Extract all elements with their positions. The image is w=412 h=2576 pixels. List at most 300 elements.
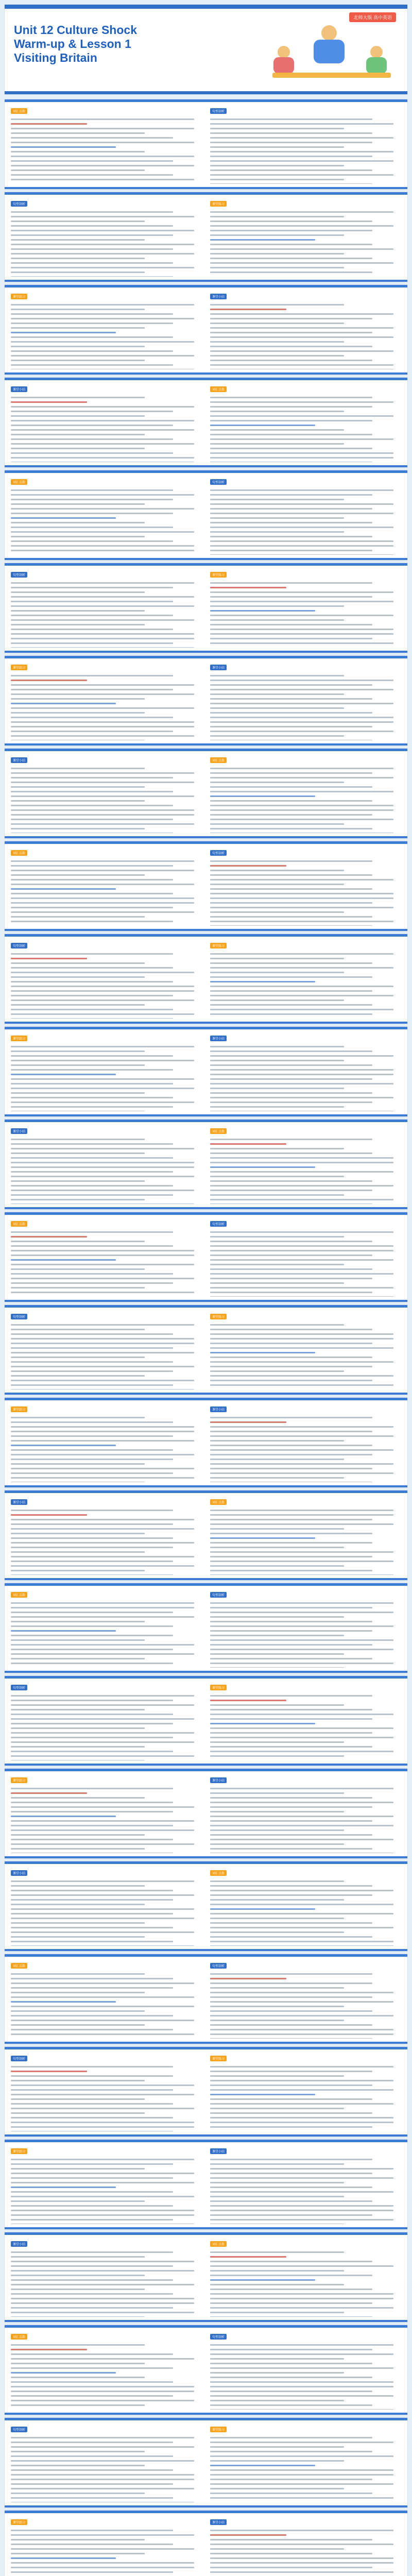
text-line xyxy=(210,921,393,922)
text-line xyxy=(11,1880,194,1882)
text-line xyxy=(11,253,194,255)
text-line xyxy=(11,434,145,435)
classroom-illustration xyxy=(272,25,396,82)
text-line xyxy=(11,2479,194,2480)
text-line xyxy=(11,1287,145,1289)
text-line xyxy=(210,425,315,426)
text-line xyxy=(210,2302,372,2304)
text-line xyxy=(210,1088,344,1089)
text-line xyxy=(210,2534,286,2536)
text-line xyxy=(210,1375,393,1377)
text-line xyxy=(210,170,372,171)
cover-slide xyxy=(5,5,407,94)
text-line xyxy=(11,132,145,134)
text-line xyxy=(11,2010,145,2012)
text-line xyxy=(210,1477,344,1479)
text-line xyxy=(210,1880,344,1882)
text-line xyxy=(210,893,393,894)
left-column xyxy=(11,1033,202,1111)
left-column xyxy=(11,1960,202,2039)
text-line xyxy=(210,2293,393,2295)
text-line xyxy=(11,415,145,417)
text-line xyxy=(210,318,372,319)
slide-bottom-band xyxy=(5,1949,407,1951)
text-line xyxy=(210,2488,344,2489)
text-line xyxy=(210,1245,393,1247)
text-line xyxy=(210,1625,393,1627)
text-line xyxy=(11,1709,145,1710)
text-line xyxy=(210,2075,344,2077)
text-line xyxy=(210,244,372,245)
text-line xyxy=(11,1292,194,1293)
text-line xyxy=(11,1551,145,1553)
text-line xyxy=(210,2312,344,2313)
text-line xyxy=(210,2469,393,2471)
text-line xyxy=(11,2293,173,2295)
text-line xyxy=(11,2400,194,2401)
text-line xyxy=(11,2094,194,2095)
text-line xyxy=(210,916,372,918)
text-line xyxy=(11,995,173,996)
text-line xyxy=(11,262,173,264)
text-line xyxy=(11,893,173,894)
text-line xyxy=(210,1709,372,1710)
slide-bottom-band xyxy=(5,1578,407,1580)
section-badge: 句型剖析 xyxy=(210,1592,227,1598)
text-line xyxy=(11,1231,173,1233)
right-column xyxy=(210,1589,401,1668)
text-line xyxy=(210,415,393,417)
left-column xyxy=(11,1497,202,1575)
text-line xyxy=(210,1723,315,1724)
text-line xyxy=(210,1347,393,1349)
left-column xyxy=(11,477,202,555)
text-line xyxy=(11,2372,116,2374)
text-line xyxy=(210,2122,393,2123)
text-line xyxy=(11,1055,173,1057)
text-line xyxy=(210,258,372,259)
text-line xyxy=(11,777,173,778)
text-line xyxy=(210,225,393,227)
right-column xyxy=(210,2146,401,2224)
text-line xyxy=(210,703,393,704)
text-line xyxy=(11,2196,194,2197)
text-line xyxy=(210,221,372,222)
slide-bottom-band xyxy=(5,1764,407,1766)
section-badge: 课堂练习 xyxy=(210,572,227,578)
slide-top-band xyxy=(5,1769,407,1771)
text-line xyxy=(11,1060,194,1061)
text-line xyxy=(11,1180,145,1182)
text-line xyxy=(210,772,372,774)
text-line xyxy=(11,1630,116,1632)
text-line xyxy=(11,2168,145,2170)
title-line-2: Warm-up & Lesson 1 xyxy=(14,37,131,50)
text-line xyxy=(210,1982,372,1984)
text-line xyxy=(11,2265,173,2267)
text-line xyxy=(210,1663,393,1664)
text-line xyxy=(11,156,194,157)
text-line xyxy=(210,675,344,676)
text-line xyxy=(210,610,315,612)
text-line xyxy=(210,1357,372,1358)
text-line xyxy=(11,1255,194,1256)
text-line xyxy=(11,2270,194,2272)
left-column xyxy=(11,2146,202,2224)
text-line xyxy=(210,2442,393,2443)
text-line xyxy=(210,1352,315,1353)
text-line xyxy=(210,179,344,180)
slide-top-band xyxy=(5,1676,407,1679)
text-line xyxy=(11,1996,194,1998)
text-line xyxy=(210,1639,393,1641)
text-line xyxy=(11,2455,173,2457)
slide-top-band xyxy=(5,1027,407,1029)
text-line xyxy=(210,2001,393,2003)
text-line xyxy=(11,1848,145,1850)
text-line xyxy=(210,156,372,157)
cover-top-band xyxy=(5,5,407,9)
text-line xyxy=(210,2344,393,2346)
slide-bottom-band xyxy=(5,2320,407,2322)
right-column xyxy=(210,106,401,184)
text-line xyxy=(11,2571,173,2573)
text-line xyxy=(11,601,173,602)
content-slide xyxy=(5,1212,407,1302)
text-line xyxy=(210,995,393,996)
text-line xyxy=(11,1607,194,1608)
text-line xyxy=(11,1746,145,1748)
text-line xyxy=(210,972,344,973)
text-line xyxy=(11,1143,173,1145)
text-line xyxy=(210,2020,344,2021)
text-line xyxy=(210,2363,372,2364)
content-slide xyxy=(5,2418,407,2507)
text-line xyxy=(210,698,372,700)
text-line xyxy=(11,1829,194,1831)
text-line xyxy=(210,309,286,310)
text-line xyxy=(11,967,173,969)
right-column xyxy=(210,2331,401,2410)
text-line xyxy=(11,128,194,129)
text-line xyxy=(11,823,194,825)
text-line xyxy=(210,1811,344,1812)
text-line xyxy=(11,2275,145,2276)
text-line xyxy=(11,675,173,676)
text-line xyxy=(11,605,194,607)
text-line xyxy=(210,350,393,352)
text-line xyxy=(11,2159,194,2160)
text-line xyxy=(210,888,372,890)
text-line xyxy=(210,689,393,690)
text-line xyxy=(210,411,344,412)
text-line xyxy=(210,2289,372,2290)
section-badge: 课堂小结 xyxy=(11,1870,27,1876)
text-line xyxy=(11,1973,145,1975)
text-line xyxy=(210,1370,344,1372)
text-line xyxy=(210,313,393,315)
text-line xyxy=(210,1695,372,1697)
text-line xyxy=(210,1004,372,1006)
text-line xyxy=(11,2404,145,2406)
text-line xyxy=(11,1556,194,1557)
text-line xyxy=(11,610,145,612)
text-line xyxy=(210,2191,393,2193)
section-badge: 课堂小结 xyxy=(210,1406,227,1412)
text-line xyxy=(11,230,194,231)
text-line xyxy=(11,248,173,250)
text-line xyxy=(11,1811,173,1812)
text-line xyxy=(11,1890,173,1891)
text-line xyxy=(11,2488,194,2489)
text-line xyxy=(210,1936,372,1938)
text-line xyxy=(11,272,145,273)
text-line xyxy=(11,703,116,704)
text-line xyxy=(11,2251,173,2253)
text-line xyxy=(11,865,173,867)
left-column xyxy=(11,1218,202,1297)
text-line xyxy=(210,726,372,727)
text-line xyxy=(11,452,173,454)
text-line xyxy=(210,1649,393,1650)
text-line xyxy=(11,1018,173,1019)
text-line xyxy=(11,2024,145,2026)
text-line xyxy=(11,1547,173,1548)
text-line xyxy=(11,990,194,992)
text-line xyxy=(11,1157,173,1159)
text-line xyxy=(11,731,173,732)
text-line xyxy=(210,517,344,519)
text-line xyxy=(11,1185,173,1187)
text-line xyxy=(210,1255,372,1256)
text-line xyxy=(210,397,372,398)
slide-top-band xyxy=(5,2232,407,2235)
text-line xyxy=(11,2437,194,2438)
text-line xyxy=(11,332,116,333)
text-line xyxy=(11,2015,173,2016)
slide-top-band xyxy=(5,1398,407,1400)
text-line xyxy=(11,142,194,143)
text-line xyxy=(11,1751,173,1752)
text-line xyxy=(11,1148,194,1149)
text-line xyxy=(11,1927,173,1928)
text-line xyxy=(210,1574,393,1575)
content-slide xyxy=(5,934,407,1024)
content-slide xyxy=(5,841,407,931)
text-line xyxy=(210,1890,393,1891)
text-line xyxy=(210,2553,372,2554)
text-line xyxy=(11,174,173,176)
content-slide xyxy=(5,1027,407,1116)
text-line xyxy=(210,1510,393,1511)
text-line xyxy=(11,165,194,166)
text-line xyxy=(11,884,194,885)
text-line xyxy=(210,253,344,255)
text-line xyxy=(210,1060,344,1061)
slide-top-band xyxy=(5,2140,407,2142)
text-line xyxy=(210,962,372,964)
text-line xyxy=(11,2298,194,2299)
text-line xyxy=(11,1069,173,1071)
section-badge: 课堂练习 xyxy=(11,665,27,670)
slide-top-band xyxy=(5,1305,407,1308)
text-line xyxy=(11,897,194,899)
text-line xyxy=(210,1635,344,1636)
text-line xyxy=(11,1333,173,1335)
text-line xyxy=(11,137,173,139)
text-line xyxy=(11,1050,145,1052)
text-line xyxy=(210,2349,372,2350)
left-column xyxy=(11,2053,202,2131)
text-line xyxy=(210,2400,344,2401)
text-line xyxy=(11,953,173,955)
text-line xyxy=(210,346,372,347)
text-line xyxy=(11,244,194,245)
section-badge: 课堂小结 xyxy=(210,1036,227,1041)
text-line xyxy=(210,2256,286,2258)
text-line xyxy=(11,1816,116,1817)
text-line xyxy=(210,615,393,616)
text-line xyxy=(210,2451,372,2452)
text-line xyxy=(210,1523,393,1525)
text-line xyxy=(210,1802,393,1803)
left-column xyxy=(11,848,202,926)
text-line xyxy=(210,341,344,343)
section-badge: 课堂练习 xyxy=(210,2056,227,2061)
text-line xyxy=(210,619,344,621)
text-line xyxy=(11,805,173,806)
text-line xyxy=(11,707,194,709)
text-line xyxy=(210,513,393,514)
right-column xyxy=(210,291,401,369)
text-line xyxy=(11,972,194,973)
text-line xyxy=(11,1825,173,1826)
slide-top-band xyxy=(5,563,407,566)
text-line xyxy=(210,429,344,431)
slide-top-band xyxy=(5,1583,407,1586)
content-slide xyxy=(5,1490,407,1580)
text-line xyxy=(11,1426,194,1428)
text-line xyxy=(210,1816,393,1817)
text-line xyxy=(210,503,393,505)
section-badge: 词汇点拨 xyxy=(11,1592,27,1598)
text-line xyxy=(210,986,393,987)
text-line xyxy=(210,2103,393,2105)
text-line xyxy=(11,503,145,505)
text-line xyxy=(210,2353,393,2355)
text-line xyxy=(11,1477,194,1479)
text-line xyxy=(11,1278,194,1279)
text-line xyxy=(210,1083,393,1084)
text-line xyxy=(210,1746,372,1748)
text-line xyxy=(210,2395,393,2397)
text-line xyxy=(11,786,145,788)
text-line xyxy=(11,1352,194,1353)
text-line xyxy=(11,1514,87,1516)
text-line xyxy=(210,1157,393,1159)
text-line xyxy=(210,332,372,333)
text-line xyxy=(11,1171,173,1173)
text-line xyxy=(11,1009,173,1010)
left-column xyxy=(11,755,202,833)
text-line xyxy=(210,128,344,129)
section-badge: 课堂练习 xyxy=(210,2427,227,2432)
text-line xyxy=(210,2497,393,2499)
text-line xyxy=(11,2261,194,2262)
text-line xyxy=(11,2182,194,2183)
text-line xyxy=(11,795,194,797)
text-line xyxy=(210,2265,393,2267)
text-line xyxy=(210,2024,372,2026)
text-line xyxy=(210,1329,372,1330)
slide-top-band xyxy=(5,2047,407,2049)
text-line xyxy=(11,1658,145,1659)
left-column xyxy=(11,1775,202,1853)
text-line xyxy=(210,1519,372,1520)
text-line xyxy=(210,2084,372,2086)
text-line xyxy=(210,522,372,523)
text-line xyxy=(210,731,393,732)
right-column xyxy=(210,1682,401,1760)
text-line xyxy=(11,2367,173,2369)
text-line xyxy=(11,1264,194,1265)
text-line xyxy=(210,693,344,695)
section-badge: 课堂小结 xyxy=(210,2148,227,2154)
left-column xyxy=(11,106,202,184)
text-line xyxy=(210,981,315,982)
text-line xyxy=(210,1533,372,1534)
text-line xyxy=(11,540,173,542)
text-line xyxy=(210,1834,372,1836)
text-line xyxy=(11,2163,173,2165)
text-line xyxy=(210,2557,393,2559)
section-badge: 句型剖析 xyxy=(210,1221,227,1227)
section-badge: 课堂练习 xyxy=(11,2148,27,2154)
text-line xyxy=(11,1194,173,1196)
text-line xyxy=(11,1843,194,1845)
text-line xyxy=(11,726,194,727)
left-column xyxy=(11,2331,202,2410)
text-line xyxy=(11,1343,194,1344)
text-line xyxy=(11,118,194,120)
section-badge: 词汇点拨 xyxy=(210,1128,227,1134)
text-line xyxy=(210,1468,372,1469)
text-line xyxy=(11,1987,173,1989)
text-line xyxy=(210,1612,393,1613)
text-line xyxy=(210,2409,393,2410)
text-line xyxy=(210,591,393,593)
text-line xyxy=(210,1148,344,1149)
text-line xyxy=(11,1978,173,1979)
text-line xyxy=(11,1574,173,1575)
text-line xyxy=(11,1064,145,1066)
left-column xyxy=(11,662,202,740)
text-line xyxy=(210,902,372,904)
left-column xyxy=(11,384,202,462)
text-line xyxy=(11,1097,173,1098)
slide-bottom-band xyxy=(5,1671,407,1673)
text-line xyxy=(11,1602,194,1604)
section-badge: 句型剖析 xyxy=(11,2427,27,2432)
text-line xyxy=(11,1324,194,1326)
text-line xyxy=(11,2530,173,2531)
section-badge: 句型剖析 xyxy=(210,479,227,485)
text-line xyxy=(11,420,194,421)
slide-top-band xyxy=(5,1861,407,1864)
text-line xyxy=(210,1440,344,1442)
text-line xyxy=(11,1788,173,1789)
slide-bottom-band xyxy=(5,1022,407,1024)
